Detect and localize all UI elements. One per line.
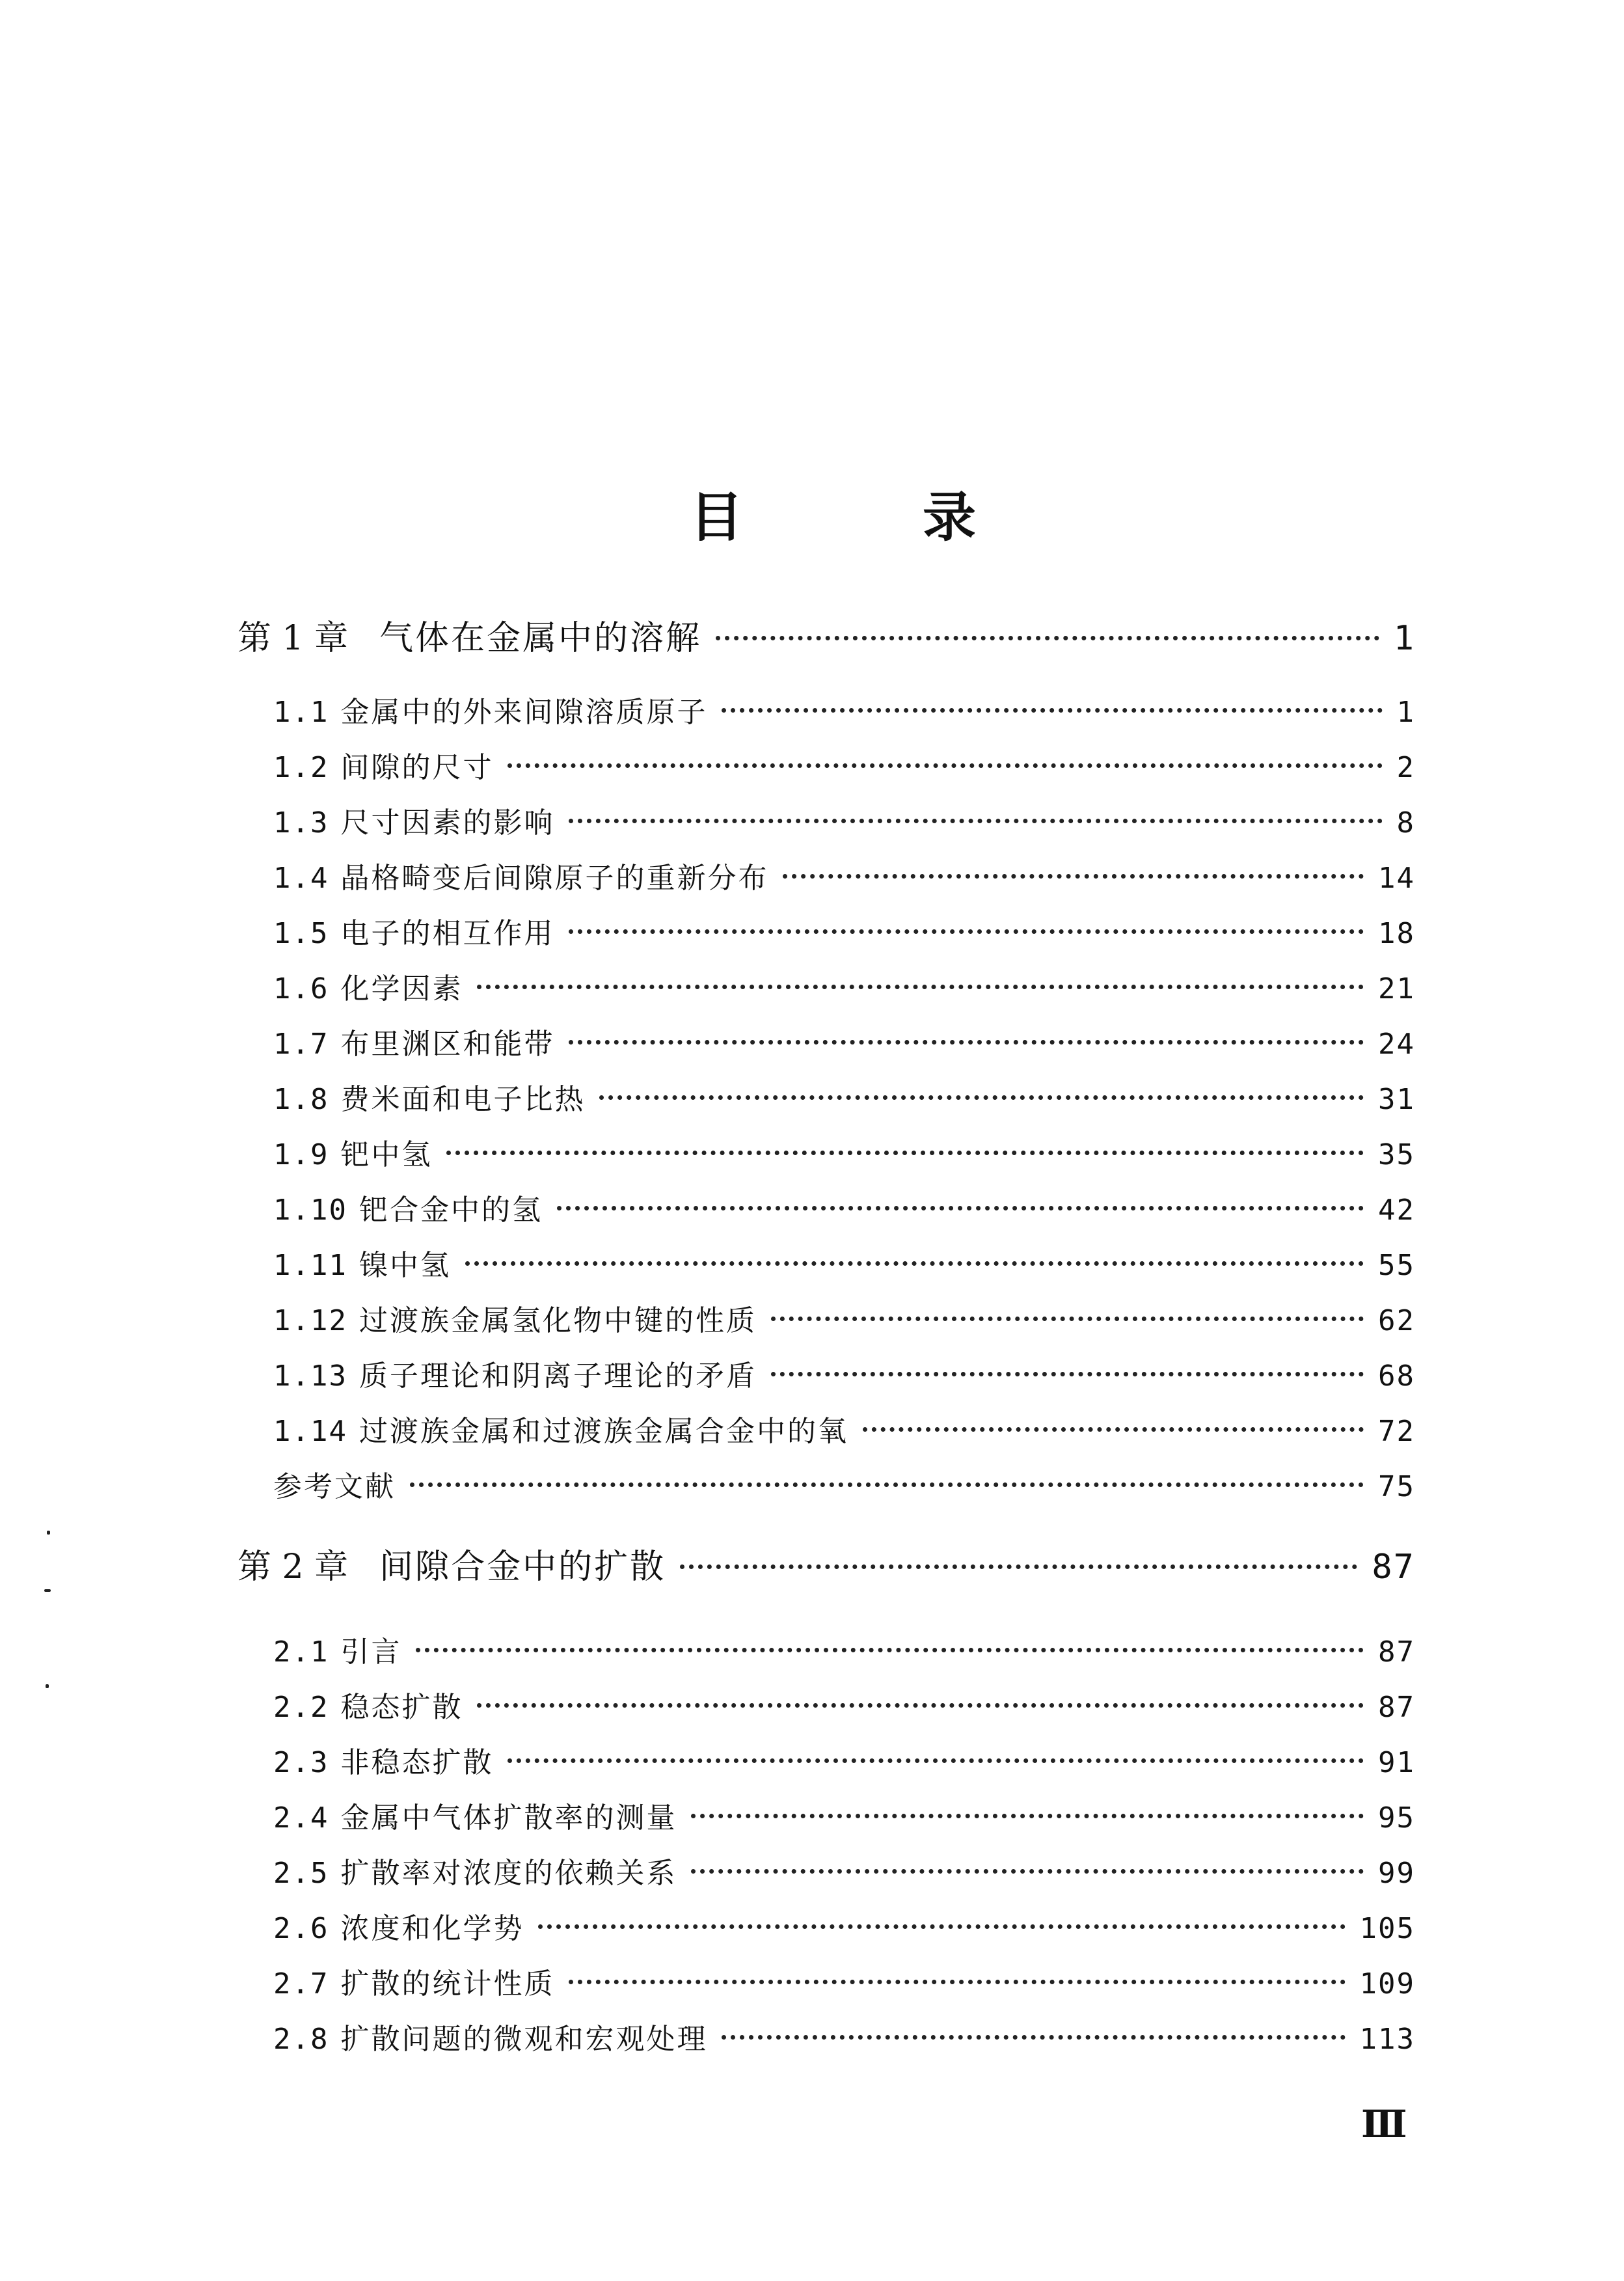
toc-section-entry-title: 扩散问题的微观和宏观处理 [340, 2023, 708, 2056]
toc-chapter-entry-number: 第 2 章 [237, 1548, 349, 1587]
toc-section-entry-page-number: 24 [1378, 1028, 1415, 1061]
toc-section-entry-number: 2.3 [273, 1746, 329, 1779]
toc-section-entry[interactable] [273, 910, 1415, 949]
toc-section-entry-title: 浓度和化学势 [340, 1912, 524, 1945]
dot-leader [716, 636, 1379, 640]
toc-section-entry[interactable] [273, 2015, 1415, 2055]
toc-section-entry-page-number: 21 [1378, 972, 1415, 1005]
toc-section-entry[interactable] [273, 1186, 1415, 1225]
dot-leader [680, 1564, 1357, 1569]
toc-section-entry-title: 过渡族金属和过渡族金属合金中的氧 [359, 1415, 848, 1448]
toc-section-entry-number: 1.4 [273, 862, 329, 895]
dot-leader [508, 763, 1382, 768]
toc-section-entry-page-number: 68 [1378, 1359, 1415, 1393]
toc-section-entry-page-number: 95 [1378, 1801, 1415, 1835]
toc-section-entry[interactable] [273, 1628, 1415, 1667]
toc-section-entry[interactable] [273, 1739, 1415, 1778]
toc-section-entry-page-number: 105 [1359, 1912, 1415, 1945]
toc-section-entry-number: 1.3 [273, 806, 329, 840]
toc-section-entry[interactable] [273, 744, 1415, 783]
toc-section-entry-number: 2.6 [273, 1912, 329, 1945]
dot-leader [691, 1869, 1364, 1874]
toc-section-entry-page-number: 91 [1378, 1746, 1415, 1779]
dot-leader [569, 1040, 1364, 1045]
toc-section-entry-page-number: 55 [1378, 1249, 1415, 1282]
toc-section-entry-number: 1.10 [273, 1194, 347, 1227]
toc-section-entry[interactable] [273, 1297, 1415, 1336]
toc-section-entry-page-number: 99 [1378, 1857, 1415, 1890]
dot-leader [722, 2035, 1345, 2040]
dot-leader [783, 874, 1364, 879]
toc-section-entry-title: 引言 [340, 1635, 402, 1669]
dot-leader [569, 819, 1382, 823]
scan-speck [44, 1589, 51, 1592]
dot-leader [722, 708, 1382, 713]
toc-section-entry-number: 1.8 [273, 1083, 329, 1116]
toc-section-entry[interactable] [273, 965, 1415, 1004]
title-char-1: 目 [690, 486, 744, 549]
toc-section-entry[interactable] [273, 1076, 1415, 1115]
toc-section-entry-number: 1.7 [273, 1028, 329, 1061]
toc-section-entry-number: 1.13 [273, 1359, 347, 1393]
dot-leader [477, 985, 1364, 989]
dot-leader [771, 1372, 1364, 1376]
toc-section-entry-number: 2.5 [273, 1857, 329, 1890]
dot-leader [477, 1703, 1364, 1708]
toc-section-entry-number: 2.1 [273, 1635, 329, 1669]
dot-leader [691, 1814, 1364, 1818]
toc-section-entry-page-number: 87 [1378, 1635, 1415, 1669]
toc-section-entry-title: 金属中的外来间隙溶质原子 [340, 696, 708, 729]
toc-section-entry-title: 钯中氢 [340, 1138, 433, 1171]
toc-section-entry-page-number: 72 [1378, 1415, 1415, 1448]
toc-section-entry-title: 化学因素 [340, 972, 463, 1005]
toc-section-entry-page-number: 62 [1378, 1304, 1415, 1337]
scan-speck [46, 1684, 49, 1688]
toc-section-entry-number: 1.9 [273, 1138, 329, 1171]
toc-section-entry-number: 1.5 [273, 917, 329, 950]
toc-section-entry[interactable] [273, 1408, 1415, 1447]
toc-section-entry-title: 镍中氢 [359, 1249, 451, 1282]
toc-section-entry-number: 1.12 [273, 1304, 347, 1337]
toc-section-entry-title: 扩散率对浓度的依赖关系 [340, 1857, 677, 1890]
scan-speck [47, 1531, 50, 1535]
dot-leader [465, 1261, 1364, 1266]
toc-section-entry-number: 2.7 [273, 1967, 329, 2001]
toc-section-entry[interactable] [273, 799, 1415, 838]
toc-chapter-entry-title: 间隙合金中的扩散 [379, 1548, 666, 1587]
toc-section-entry-title: 钯合金中的氢 [359, 1194, 543, 1227]
dot-leader [569, 929, 1364, 934]
dot-leader [863, 1427, 1364, 1432]
title-char-2: 录 [922, 486, 976, 549]
toc-section-entry-number: 2.8 [273, 2023, 329, 2056]
toc-chapter-entry-page-number: 1 [1393, 619, 1415, 658]
toc-chapter-entry-page-number: 87 [1372, 1548, 1415, 1587]
toc-section-entry-title: 布里渊区和能带 [340, 1028, 555, 1061]
toc-section-entry-number: 1.2 [273, 751, 329, 784]
toc-section-entry-title: 尺寸因素的影响 [340, 806, 555, 840]
toc-section-entry[interactable] [273, 1242, 1415, 1281]
toc-section-entry-title: 晶格畸变后间隙原子的重新分布 [340, 862, 769, 895]
toc-section-entry-title: 扩散的统计性质 [340, 1967, 555, 2001]
toc-section-entry-page-number: 18 [1378, 917, 1415, 950]
dot-leader [599, 1095, 1364, 1100]
toc-references-entry-title: 参考文献 [273, 1470, 396, 1503]
toc-section-entry[interactable] [273, 1352, 1415, 1391]
toc-section-entry-number: 2.2 [273, 1691, 329, 1724]
toc-section-entry-title: 非稳态扩散 [340, 1746, 494, 1779]
toc-section-entry-number: 1.6 [273, 972, 329, 1005]
toc-section-entry-title: 过渡族金属氢化物中键的性质 [359, 1304, 757, 1337]
toc-chapter-entry[interactable] [237, 1539, 1415, 1585]
toc-section-entry-number: 1.11 [273, 1249, 347, 1282]
toc-section-entry[interactable] [273, 1020, 1415, 1059]
toc-section-entry-title: 质子理论和阴离子理论的矛盾 [359, 1359, 757, 1393]
toc-section-entry-title: 金属中气体扩散率的测量 [340, 1801, 677, 1835]
dot-leader [446, 1151, 1364, 1155]
toc-section-entry-page-number: 87 [1378, 1691, 1415, 1724]
toc-chapter-entry-title: 气体在金属中的溶解 [379, 619, 702, 658]
toc-section-entry-page-number: 35 [1378, 1138, 1415, 1171]
toc-section-entry[interactable] [273, 1684, 1415, 1723]
toc-section-entry-page-number: 109 [1359, 1967, 1415, 2001]
toc-section-entry-page-number: 8 [1396, 806, 1415, 840]
toc-section-entry[interactable] [273, 854, 1415, 894]
toc-section-entry-page-number: 42 [1378, 1194, 1415, 1227]
toc-section-entry-page-number: 1 [1396, 696, 1415, 729]
toc-section-entry-title: 电子的相互作用 [340, 917, 555, 950]
dot-leader [557, 1206, 1364, 1210]
toc-section-entry[interactable] [273, 1131, 1415, 1170]
toc-section-entry-number: 1.14 [273, 1415, 347, 1448]
toc-section-entry-number: 1.1 [273, 696, 329, 729]
dot-leader [538, 1924, 1345, 1929]
dot-leader [569, 1980, 1345, 1984]
toc-section-entry[interactable] [273, 1905, 1415, 1944]
page-folio: Ⅲ [1361, 2102, 1407, 2146]
toc-section-entry-title: 间隙的尺寸 [340, 751, 494, 784]
dot-leader [771, 1317, 1364, 1321]
toc-section-entry-page-number: 2 [1396, 751, 1415, 784]
dot-leader [508, 1758, 1364, 1763]
toc-section-entry-number: 2.4 [273, 1801, 329, 1835]
toc-references-entry-page-number: 75 [1378, 1470, 1415, 1503]
toc-section-entry-title: 稳态扩散 [340, 1691, 463, 1724]
toc-section-entry[interactable] [273, 1850, 1415, 1889]
dot-leader [410, 1482, 1364, 1487]
toc-section-entry-page-number: 31 [1378, 1083, 1415, 1116]
toc-section-entry[interactable] [273, 1960, 1415, 1999]
toc-references-entry[interactable] [273, 1463, 1415, 1502]
dot-leader [416, 1648, 1364, 1652]
toc-section-entry-page-number: 14 [1378, 862, 1415, 895]
toc-chapter-entry[interactable] [237, 610, 1415, 656]
toc-section-entry-title: 费米面和电子比热 [340, 1083, 586, 1116]
toc-chapter-entry-number: 第 1 章 [237, 619, 349, 658]
toc-section-entry[interactable] [273, 1794, 1415, 1833]
toc-section-entry[interactable] [273, 689, 1415, 728]
toc-section-entry-page-number: 113 [1359, 2023, 1415, 2056]
